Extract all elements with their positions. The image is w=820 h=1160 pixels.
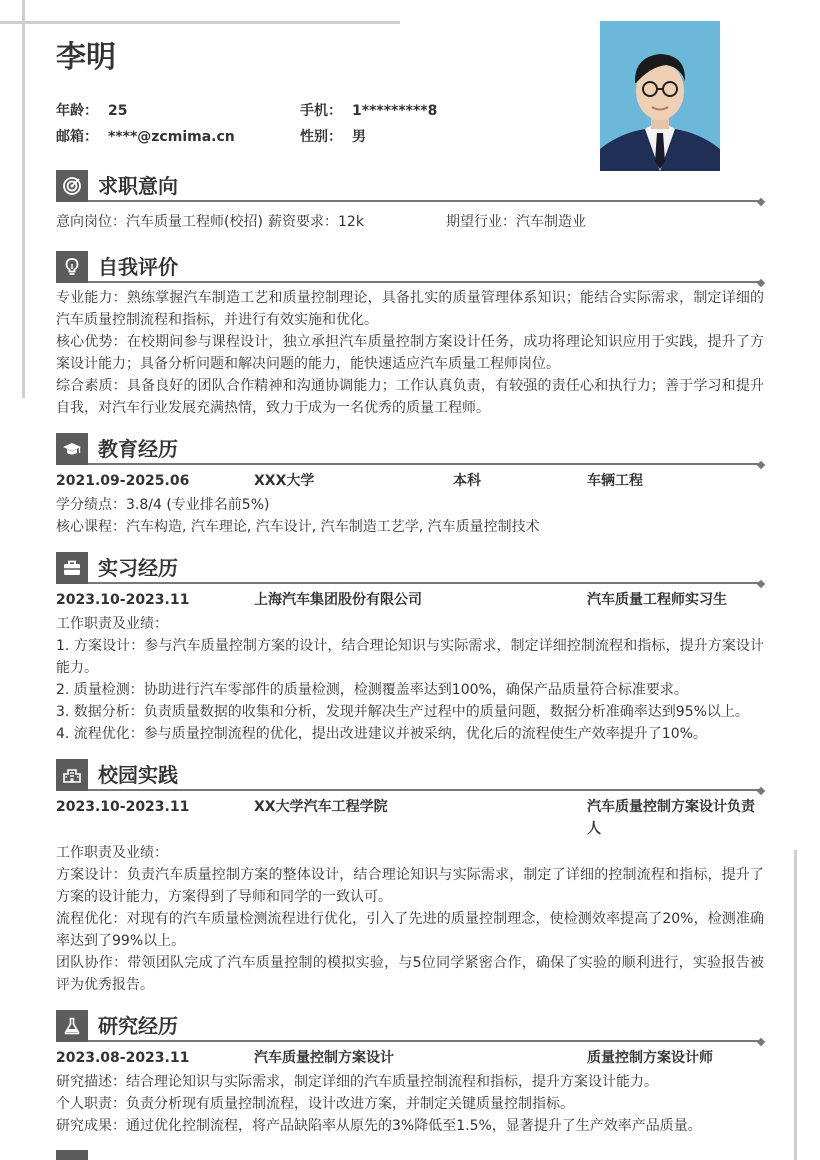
section-header: [56, 552, 764, 584]
decorative-vertical-bar: [22, 0, 25, 398]
gender-value: 男: [352, 129, 366, 145]
section-header: [56, 433, 764, 465]
campus-org: XX大学汽车工程学院: [254, 799, 388, 815]
phone-info: [300, 101, 437, 121]
target-icon: [56, 170, 88, 202]
section-divider: [88, 200, 760, 202]
education-degree: 本科: [453, 473, 481, 489]
profile-photo: [600, 21, 720, 171]
gender-label: 性别：: [300, 129, 342, 145]
section-campus-practice: [56, 759, 764, 996]
research-item: 研究成果：通过优化控制流程，将产品缺陷率从原先的3%降低至1.5%，显著提升了生产效率产品质量。: [56, 1118, 702, 1134]
age-label: 年龄：: [56, 103, 98, 119]
research-project: 汽车质量控制方案设计: [254, 1050, 394, 1066]
section-title: 教育经历: [98, 437, 178, 461]
internship-header-row: [56, 589, 764, 611]
section-title: 实习经历: [98, 556, 178, 580]
internship-item: 2. 质量检测：协助进行汽车零部件的质量检测，检测覆盖率达到100%，确保产品质量符合标准要求。: [56, 682, 688, 698]
research-item: 个人职责：负责分析现有质量控制流程，设计改进方案，并制定关键质量控制指标。: [56, 1096, 574, 1112]
internship-period: 2023.10-2023.11: [56, 592, 190, 608]
education-courses: 核心课程：汽车构造, 汽车理论, 汽车设计, 汽车制造工艺学, 汽车质量控制技术: [56, 519, 540, 535]
education-period: 2021.09-2025.06: [56, 473, 190, 489]
research-item: 研究描述：结合理论知识与实际需求，制定详细的汽车质量控制流程和指标，提升方案设计能力。: [56, 1074, 658, 1090]
research-role: 质量控制方案设计师: [587, 1050, 713, 1066]
self-eval-line: 专业能力：熟练掌握汽车制造工艺和质量控制理论，具备扎实的质量管理体系知识；能结合实际需求，制定详细的汽车质量控制流程和指标，并进行有效实施和优化。: [56, 290, 764, 328]
intent-salary: 薪资要求：12k: [268, 214, 364, 230]
briefcase-icon: [56, 552, 88, 584]
section-header: [56, 251, 764, 283]
section-header: [56, 759, 764, 791]
section-next-cropped: [56, 1150, 764, 1160]
email-label: 邮箱：: [56, 129, 98, 145]
section-title: 求职意向: [98, 174, 178, 198]
section-education: [56, 433, 764, 538]
section-self-evaluation: [56, 251, 764, 419]
flask-icon: [56, 1010, 88, 1042]
section-divider-diamond: [757, 198, 765, 206]
campus-role: 汽车质量控制方案设计负责人: [587, 799, 755, 837]
age-info: [56, 101, 127, 121]
section-divider: [88, 281, 760, 283]
section-internship: [56, 552, 764, 745]
self-eval-line: 综合素质：具备良好的团队合作精神和沟通协调能力；工作认真负责，有较强的责任心和执行力；善于学习和提升自我，对汽车行业发展充满热情，致力于成为一名优秀的质量工程师。: [56, 378, 764, 416]
campus-period: 2023.10-2023.11: [56, 799, 190, 815]
section-title: 自我评价: [98, 255, 178, 279]
campus-item: 流程优化：对现有的汽车质量检测流程进行优化，引入了先进的质量控制理念，使检测效率提高了20%，检测准确率达到了99%以上。: [56, 911, 764, 949]
campus-item: 团队协作：带领团队完成了汽车质量控制的模拟实验，与5位同学紧密合作，确保了实验的顺利进行，实验报告被评为优秀报告。: [56, 955, 764, 993]
education-school: XXX大学: [254, 473, 315, 489]
section-job-intent: [56, 170, 764, 233]
intent-position: 意向岗位：汽车质量工程师(校招): [56, 214, 263, 230]
intent-row: [56, 211, 764, 233]
lightbulb-icon: [56, 251, 88, 283]
section-divider-diamond: [757, 787, 765, 795]
education-gpa: 学分绩点：3.8/4 (专业排名前5%): [56, 497, 270, 513]
campus-header-row: [56, 796, 764, 840]
email-value: ****@zcmima.cn: [108, 129, 235, 145]
section-header: [56, 170, 764, 202]
decorative-right-bar: [794, 850, 797, 1160]
education-header-row: [56, 470, 764, 492]
candidate-name: 李明: [56, 40, 116, 75]
section-divider: [88, 463, 760, 465]
internship-item: 4. 流程优化：参与质量控制流程的优化，提出改进建议并被采纳，优化后的流程使生产效率提升了10%。: [56, 726, 707, 742]
building-icon: [56, 759, 88, 791]
age-value: 25: [108, 103, 128, 119]
section-header: [56, 1010, 764, 1042]
section-divider-diamond: [757, 279, 765, 287]
campus-duties-label: 工作职责及业绩：: [56, 845, 168, 861]
section-title: 研究经历: [98, 1014, 178, 1038]
internship-company: 上海汽车集团股份有限公司: [254, 592, 422, 608]
research-period: 2023.08-2023.11: [56, 1050, 190, 1066]
section-divider: [88, 582, 760, 584]
research-header-row: [56, 1047, 764, 1069]
internship-duties-label: 工作职责及业绩：: [56, 616, 168, 632]
education-major: 车辆工程: [587, 473, 643, 489]
internship-item: 1. 方案设计：参与汽车质量控制方案的设计，结合理论知识与实际需求，制定详细控制流程和指标，提升方案设计能力。: [56, 638, 764, 676]
graduation-cap-icon: [56, 433, 88, 465]
phone-label: 手机：: [300, 103, 342, 119]
internship-item: 3. 数据分析：负责质量数据的收集和分析，发现并解决生产过程中的质量问题，数据分析准确率达到95%以上。: [56, 704, 749, 720]
section-divider-diamond: [757, 461, 765, 469]
internship-role: 汽车质量工程师实习生: [587, 592, 727, 608]
section-title: 校园实践: [98, 763, 178, 787]
campus-item: 方案设计：负责汽车质量控制方案的整体设计，结合理论知识与实际需求，制定了详细的控制流程和指标，提升了方案的设计能力，方案得到了导师和同学的一致认可。: [56, 867, 764, 905]
email-info: [56, 127, 235, 147]
self-eval-line: 核心优势：在校期间参与课程设计，独立承担汽车质量控制方案设计任务，成功将理论知识应用于实践，提升了方案设计能力；具备分析问题和解决问题的能力，能快速适应汽车质量工程师岗位。: [56, 334, 764, 372]
gender-info: [300, 127, 366, 147]
section-divider: [88, 1040, 760, 1042]
intent-industry: 期望行业：汽车制造业: [446, 214, 586, 230]
section-divider-diamond: [757, 580, 765, 588]
phone-value: 1*********8: [352, 103, 438, 119]
section-divider-diamond: [757, 1038, 765, 1046]
decorative-horizontal-bar: [0, 21, 400, 24]
section-divider: [88, 789, 760, 791]
section-research: [56, 1010, 764, 1137]
section-icon: [56, 1150, 88, 1160]
